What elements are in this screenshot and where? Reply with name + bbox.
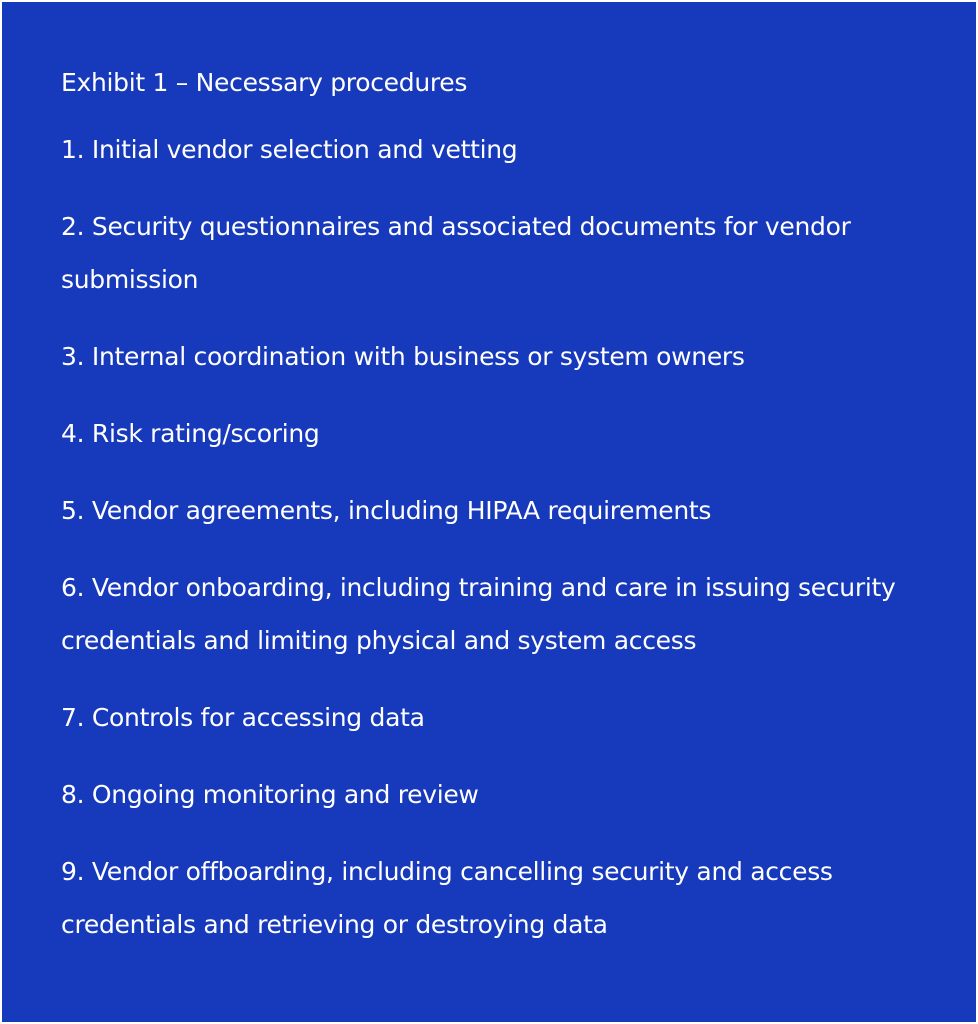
exhibit-title: Exhibit 1 – Necessary procedures	[61, 68, 468, 97]
exhibit-panel	[2, 2, 976, 1022]
procedure-item-9: 9. Vendor offboarding, including cancelling security and access credentials and retrieving or destroying data	[61, 857, 833, 939]
procedure-item-8: 8. Ongoing monitoring and review	[61, 780, 479, 809]
procedure-item-2: 2. Security questionnaires and associated documents for vendor submission	[61, 212, 851, 294]
procedure-item-1: 1. Initial vendor selection and vetting	[61, 135, 518, 164]
procedure-item-5: 5. Vendor agreements, including HIPAA requirements	[61, 496, 712, 525]
procedure-item-7: 7. Controls for accessing data	[61, 703, 425, 732]
procedure-list	[61, 123, 936, 951]
procedure-item-4: 4. Risk rating/scoring	[61, 419, 320, 448]
procedure-item-6: 6. Vendor onboarding, including training and care in issuing security credentials and limiting physical and system access	[61, 573, 896, 655]
procedure-item-3: 3. Internal coordination with business or system owners	[61, 342, 745, 371]
